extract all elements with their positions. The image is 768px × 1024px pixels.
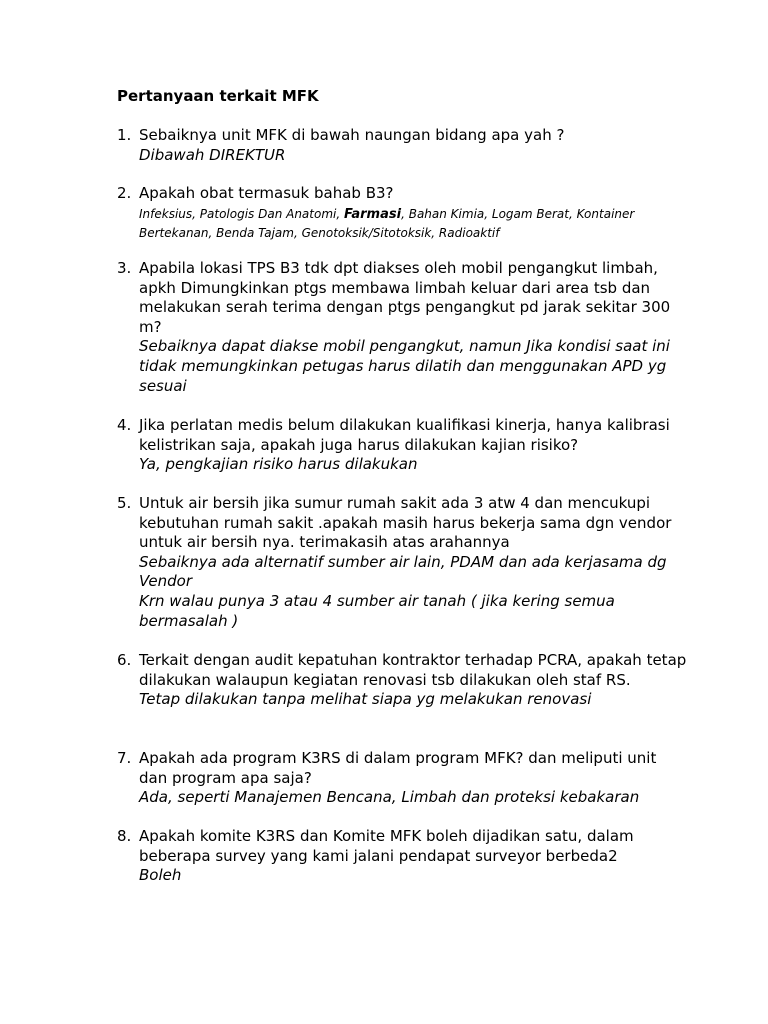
item-number: 2. (117, 184, 132, 202)
item-body (139, 749, 687, 808)
answer-text (139, 205, 687, 242)
answer-text-continued: Krn walau punya 3 atau 4 sumber air tanah ( jika kering semua bermasalah ) (139, 591, 615, 630)
answer-part: , Bahan Kimia, Logam Berat, Kontainer Bertekanan, Benda Tajam, Genotoksik/Sitotoksik, Radioaktif (139, 206, 635, 240)
question-text: Apakah obat termasuk bahab B3? (139, 184, 394, 202)
item-body (139, 184, 687, 242)
question-text: Apakah ada program K3RS di dalam program MFK? dan meliputi unit dan program apa saja? (139, 749, 657, 787)
question-text: Untuk air bersih jika sumur rumah sakit ada 3 atw 4 dan mencukupi kebutuhan rumah sakit .apakah masih harus bekerja sama dgn vendor untuk air bersih nya. terimakasih atas arahannya (139, 494, 672, 552)
answer-text: Sebaiknya dapat diakse mobil pengangkut, namun Jika kondisi saat ini tidak memungkinkan petugas harus dilatih dan menggunakan APD yg sesuai (139, 337, 670, 395)
answer-part: Infeksius, Patologis Dan Anatomi, (139, 206, 344, 221)
question-text: Sebaiknya unit MFK di bawah naungan bidang apa yah ? (139, 126, 565, 144)
item-body (139, 416, 687, 475)
item-body (139, 126, 687, 165)
item-number: 3. (117, 259, 132, 277)
question-text: Terkait dengan audit kepatuhan kontraktor terhadap PCRA, apakah tetap dilakukan walaupun kegiatan renovasi tsb dilakukan oleh staf RS. (139, 651, 687, 689)
item-body (139, 259, 687, 396)
item-body (139, 827, 687, 886)
item-number: 6. (117, 651, 132, 669)
document-title: Pertanyaan terkait MFK (117, 87, 319, 105)
answer-emphasis: Farmasi (343, 206, 402, 222)
answer-text: Sebaiknya ada alternatif sumber air lain, PDAM dan ada kerjasama dg Vendor (139, 552, 667, 591)
answer-text: Boleh (139, 866, 182, 885)
question-text: Apakah komite K3RS dan Komite MFK boleh dijadikan satu, dalam beberapa survey yang kami jalani pendapat surveyor berbeda2 (139, 827, 634, 865)
answer-text: Tetap dilakukan tanpa melihat siapa yg melakukan renovasi (139, 690, 592, 709)
answer-text: Ya, pengkajian risiko harus dilakukan (139, 455, 418, 474)
item-number: 8. (117, 827, 132, 845)
item-number: 1. (117, 126, 132, 144)
item-number: 5. (117, 494, 132, 512)
item-body (139, 494, 687, 631)
answer-text: Dibawah DIREKTUR (139, 145, 286, 164)
answer-text: Ada, seperti Manajemen Bencana, Limbah dan proteksi kebakaran (139, 788, 640, 807)
question-text: Apabila lokasi TPS B3 tdk dpt diakses oleh mobil pengangkut limbah, apkh Dimungkinkan ptgs membawa limbah keluar dari area tsb dan melakukan serah terima dengan ptgs pengangkut pd jarak sekitar 300 m? (139, 259, 671, 336)
item-number: 4. (117, 416, 132, 434)
question-text: Jika perlatan medis belum dilakukan kualifikasi kinerja, hanya kalibrasi kelistrikan saja, apakah juga harus dilakukan kajian risiko? (139, 416, 670, 454)
item-body (139, 651, 687, 710)
item-number: 7. (117, 749, 132, 767)
